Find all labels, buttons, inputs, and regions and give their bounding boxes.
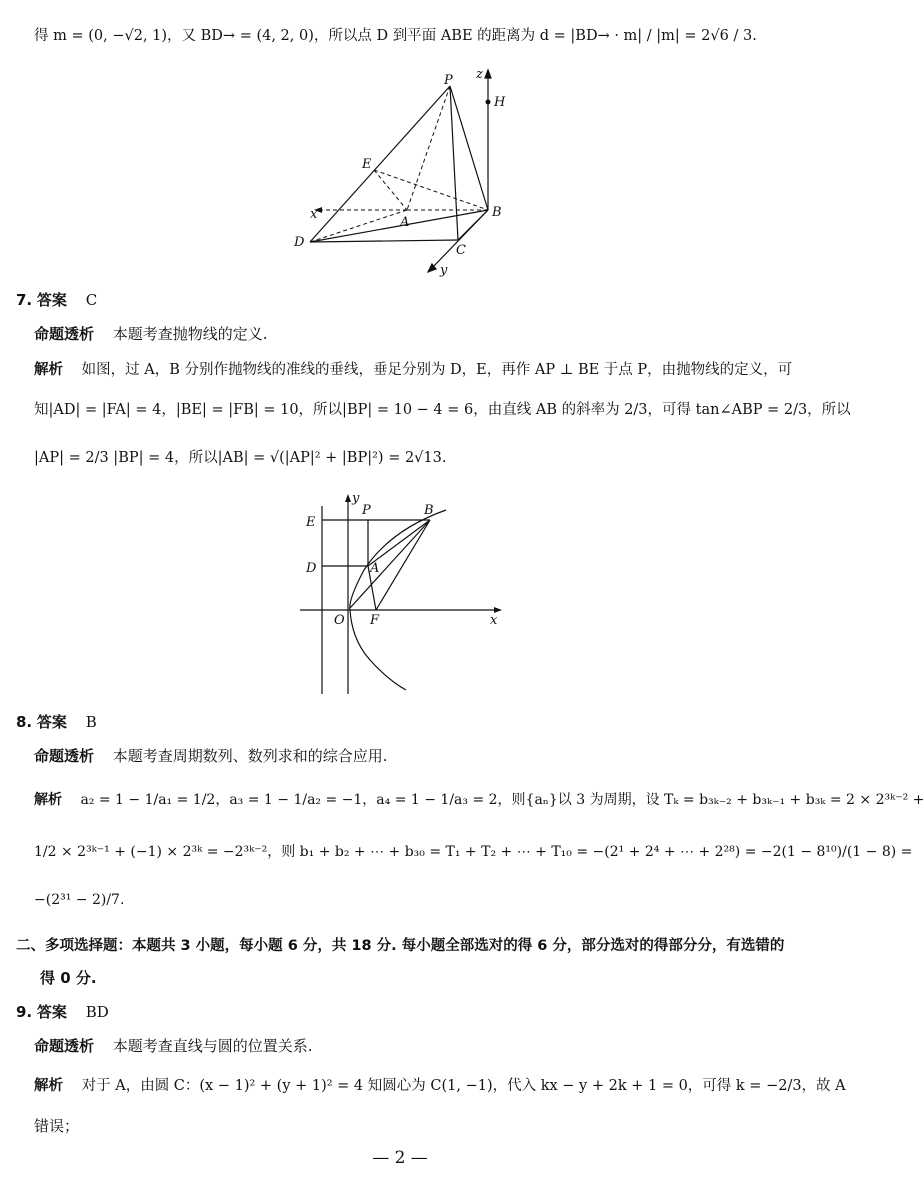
- section2-title-line2: 得 0 分.: [40, 969, 97, 987]
- line-BF: [376, 520, 430, 610]
- q9-answer-line: [16, 1000, 782, 1024]
- q8-answer: B: [85, 713, 97, 731]
- edge-EB-dashed: [374, 170, 488, 210]
- label-P: P: [444, 73, 453, 88]
- q7-solution-label: 解析: [34, 362, 63, 378]
- label-x: x: [490, 613, 498, 628]
- q7-solution-line2: 知|AD| = |FA| = 4，|BE| = |FB| = 10，所以|BP| = 10 − 4 = 6，由直线 AB 的斜率为 2/3，可得 tan∠ABP = 2/3，所以: [34, 402, 851, 418]
- label-E: E: [306, 515, 316, 530]
- q8-analysis-line: [34, 744, 782, 768]
- label-D: D: [306, 561, 317, 576]
- parabola-figure: [300, 490, 510, 696]
- q8-analysis: 本题考查周期数列、数列求和的综合应用.: [112, 747, 388, 765]
- q9-answer: BD: [85, 1003, 109, 1021]
- q8-solution-line3: −(2³¹ − 2)/7.: [34, 892, 125, 908]
- edge-DC: [310, 240, 458, 242]
- q7-number: 7.: [16, 291, 33, 309]
- label-x: x: [310, 207, 318, 222]
- q8-analysis-label: 命题透析: [34, 747, 95, 765]
- label-O: O: [334, 613, 345, 628]
- z-axis-arrow: [485, 70, 491, 78]
- label-F: F: [370, 613, 380, 628]
- q8-number: 8.: [16, 713, 33, 731]
- label-z: z: [476, 67, 483, 82]
- q8-solution-text1: a₂ = 1 − 1/a₁ = 1/2，a₃ = 1 − 1/a₂ = −1，a₄ = 1 − 1/a₃ = 2，则{aₙ}以 3 为周期，设 Tₖ = b₃ₖ₋₂ + b₃ₖ₋₁ + b₃ₖ = 2 × 2³ᵏ⁻² +: [80, 792, 924, 808]
- q8-answer-line: [16, 710, 782, 734]
- q9-analysis-label: 命题透析: [34, 1037, 95, 1055]
- point-H: [486, 100, 491, 105]
- q7-solution-line3: |AP| = 2/3 |BP| = 4，所以|AB| = √(|AP|² + |BP|²) = 2√13.: [34, 450, 447, 466]
- section2-title-line1: 二、多项选择题：本题共 3 小题，每小题 6 分，共 18 分. 每小题全部选对的得 6 分，部分选对的得部分分，有选错的: [16, 938, 785, 954]
- q9-solution-text1: 对于 A，由圆 C：(x − 1)² + (y + 1)² = 4 知圆心为 C(1, −1)，代入 kx − y + 2k + 1 = 0，可得 k = −2/3，故 A: [81, 1078, 846, 1094]
- q9-number: 9.: [16, 1003, 33, 1021]
- q7-answer-line: [16, 288, 782, 312]
- q7-analysis-line: [34, 322, 782, 346]
- distance-result-line: 得 m = (0, −√2, 1)，又 BD→ = (4, 2, 0)，所以点 D 到平面 ABE 的距离为 d = |BD→ · m| / |m| = 2√6 / 3.: [34, 28, 757, 44]
- label-y: y: [440, 263, 448, 278]
- label-A: A: [370, 561, 380, 576]
- q8-solution-label: 解析: [34, 792, 62, 808]
- q7-answer-label: 答案: [36, 291, 67, 309]
- label-P: P: [362, 503, 371, 518]
- q7-answer: C: [85, 291, 98, 309]
- page-number: — 2 —: [372, 1148, 428, 1168]
- line-AB: [368, 520, 430, 566]
- q7-analysis: 本题考查抛物线的定义.: [112, 325, 268, 343]
- q7-solution-line1: [34, 358, 793, 382]
- label-y: y: [352, 491, 360, 506]
- label-C: C: [456, 243, 466, 258]
- parabola-curve: [350, 510, 446, 690]
- line-chord: [350, 520, 430, 608]
- label-D: D: [294, 235, 305, 250]
- q9-analysis-line: [34, 1034, 782, 1058]
- y-axis-arrow: [345, 494, 351, 502]
- q9-analysis: 本题考查直线与圆的位置关系.: [112, 1037, 313, 1055]
- edge-PA-dashed: [407, 86, 450, 210]
- label-H: H: [494, 95, 506, 110]
- pyramid-figure: [290, 66, 520, 280]
- q7-analysis-label: 命题透析: [34, 325, 95, 343]
- label-E: E: [362, 157, 372, 172]
- label-A: A: [400, 215, 410, 230]
- q9-solution-line1: [34, 1074, 846, 1098]
- q7-solution-text1: 如图，过 A，B 分别作抛物线的准线的垂线，垂足分别为 D，E，再作 AP ⊥ BE 于点 P，由抛物线的定义，可: [81, 362, 793, 378]
- q9-solution-line2: 错误；: [34, 1117, 80, 1135]
- q9-answer-label: 答案: [36, 1003, 67, 1021]
- label-B: B: [492, 205, 502, 220]
- q8-solution-line2: 1/2 × 2³ᵏ⁻¹ + (−1) × 2³ᵏ = −2³ᵏ⁻²，则 b₁ + b₂ + ⋯ + b₃₀ = T₁ + T₂ + ⋯ + T₁₀ = −(2¹ + 2⁴ + ⋯ + 2²⁸) = −2(1 − 8¹⁰)/(1 − 8) =: [34, 844, 913, 860]
- q8-solution-line1: [34, 788, 924, 812]
- q8-answer-label: 答案: [36, 713, 67, 731]
- label-B: B: [424, 503, 434, 518]
- q9-solution-label: 解析: [34, 1078, 63, 1094]
